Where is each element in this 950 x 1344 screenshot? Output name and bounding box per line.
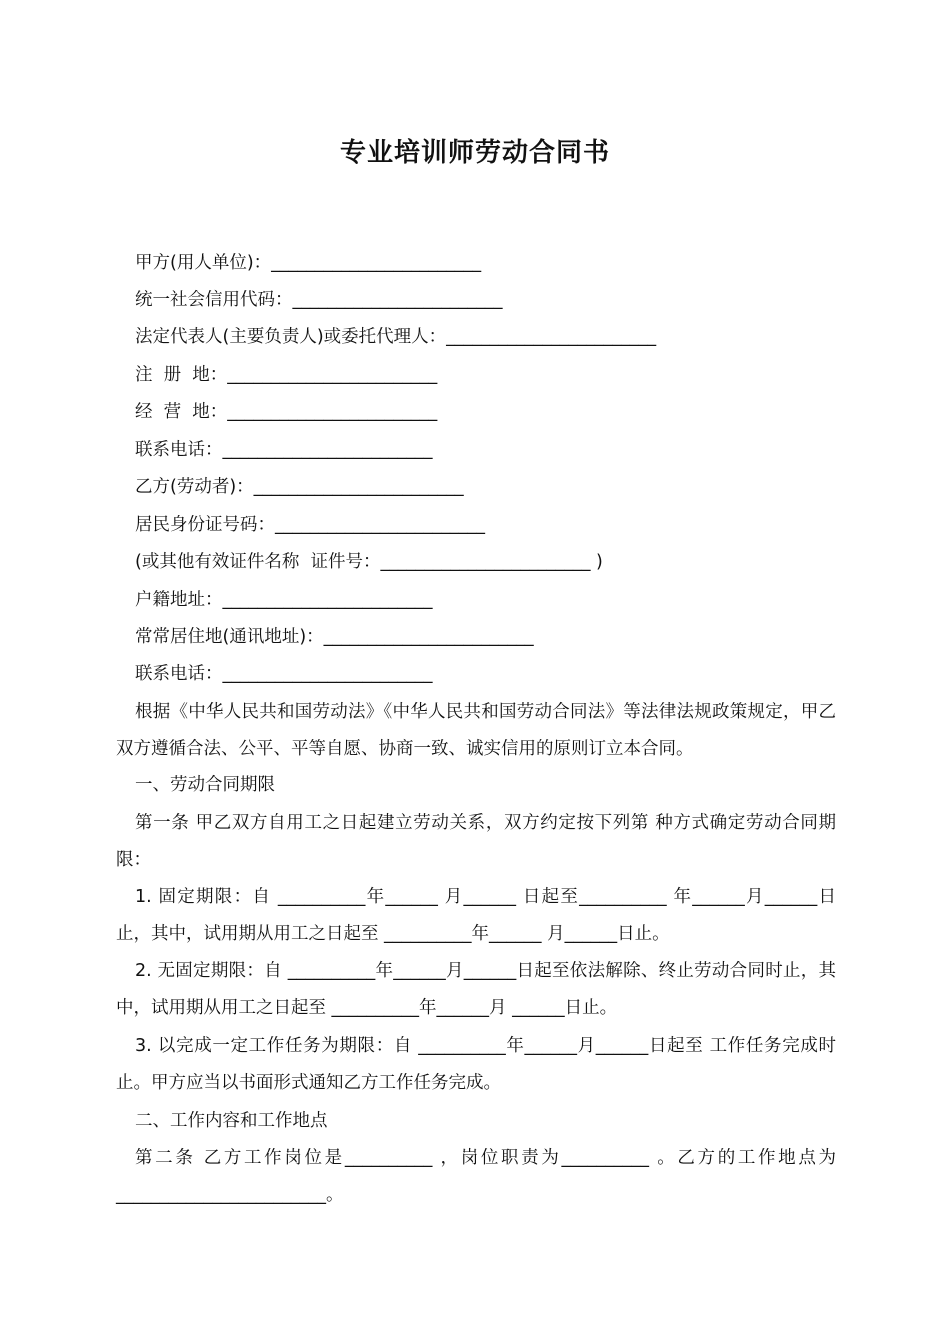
article1-paragraph: 第一条 甲乙双方自用工之日起建立劳动关系，双方约定按下列第 种方式确定劳动合同期限： [116, 813, 836, 870]
term-fixed-item: 1. 固定期限：自 __________年______ 月______ 日起至__________ 年______月______日止，其中，试用期从用工之日起至 __________年______ 月______日止。 [116, 887, 836, 944]
business-address-field: 经 营 地：________________________ [135, 402, 438, 422]
party-b-name-field: 乙方(劳动者)：________________________ [135, 477, 464, 497]
article2-paragraph: 第二条 乙方工作岗位是__________ ，岗位职责为__________ 。乙方的工作地点为________________________。 [116, 1148, 836, 1205]
term-open-item: 2. 无固定期限：自 __________年______月______日起至依法解除、终止劳动合同时止，其中，试用期从用工之日起至 __________年______月 ______日止。 [116, 961, 836, 1018]
party-b-phone-field: 联系电话：________________________ [135, 664, 433, 684]
legal-representative-field: 法定代表人(主要负责人)或委托代理人：________________________ [135, 327, 657, 347]
section2-heading: 二、工作内容和工作地点 [135, 1111, 328, 1131]
intro-paragraph: 根据《中华人民共和国劳动法》《中华人民共和国劳动合同法》等法律法规政策规定，甲乙双方遵循合法、公平、平等自愿、协商一致、诚实信用的原则订立本合同。 [116, 702, 836, 759]
party-a-phone-field: 联系电话：________________________ [135, 440, 433, 460]
credit-code-field: 统一社会信用代码：________________________ [135, 290, 503, 310]
party-a-name-field: 甲方(用人单位)：________________________ [135, 253, 482, 273]
id-number-field: 居民身份证号码：________________________ [135, 515, 485, 535]
term-task-item: 3. 以完成一定工作任务为期限：自 __________年______月______日起至 工作任务完成时止。甲方应当以书面形式通知乙方工作任务完成。 [116, 1036, 836, 1093]
document-title: 专业培训师劳动合同书 [339, 138, 610, 168]
registered-address-field: 注 册 地：________________________ [135, 365, 438, 385]
household-address-field: 户籍地址：________________________ [135, 590, 433, 610]
section1-heading: 一、劳动合同期限 [135, 775, 275, 795]
other-id-field: (或其他有效证件名称 证件号：________________________ ) [135, 552, 603, 572]
residence-address-field: 常常居住地(通讯地址)：________________________ [135, 627, 534, 647]
